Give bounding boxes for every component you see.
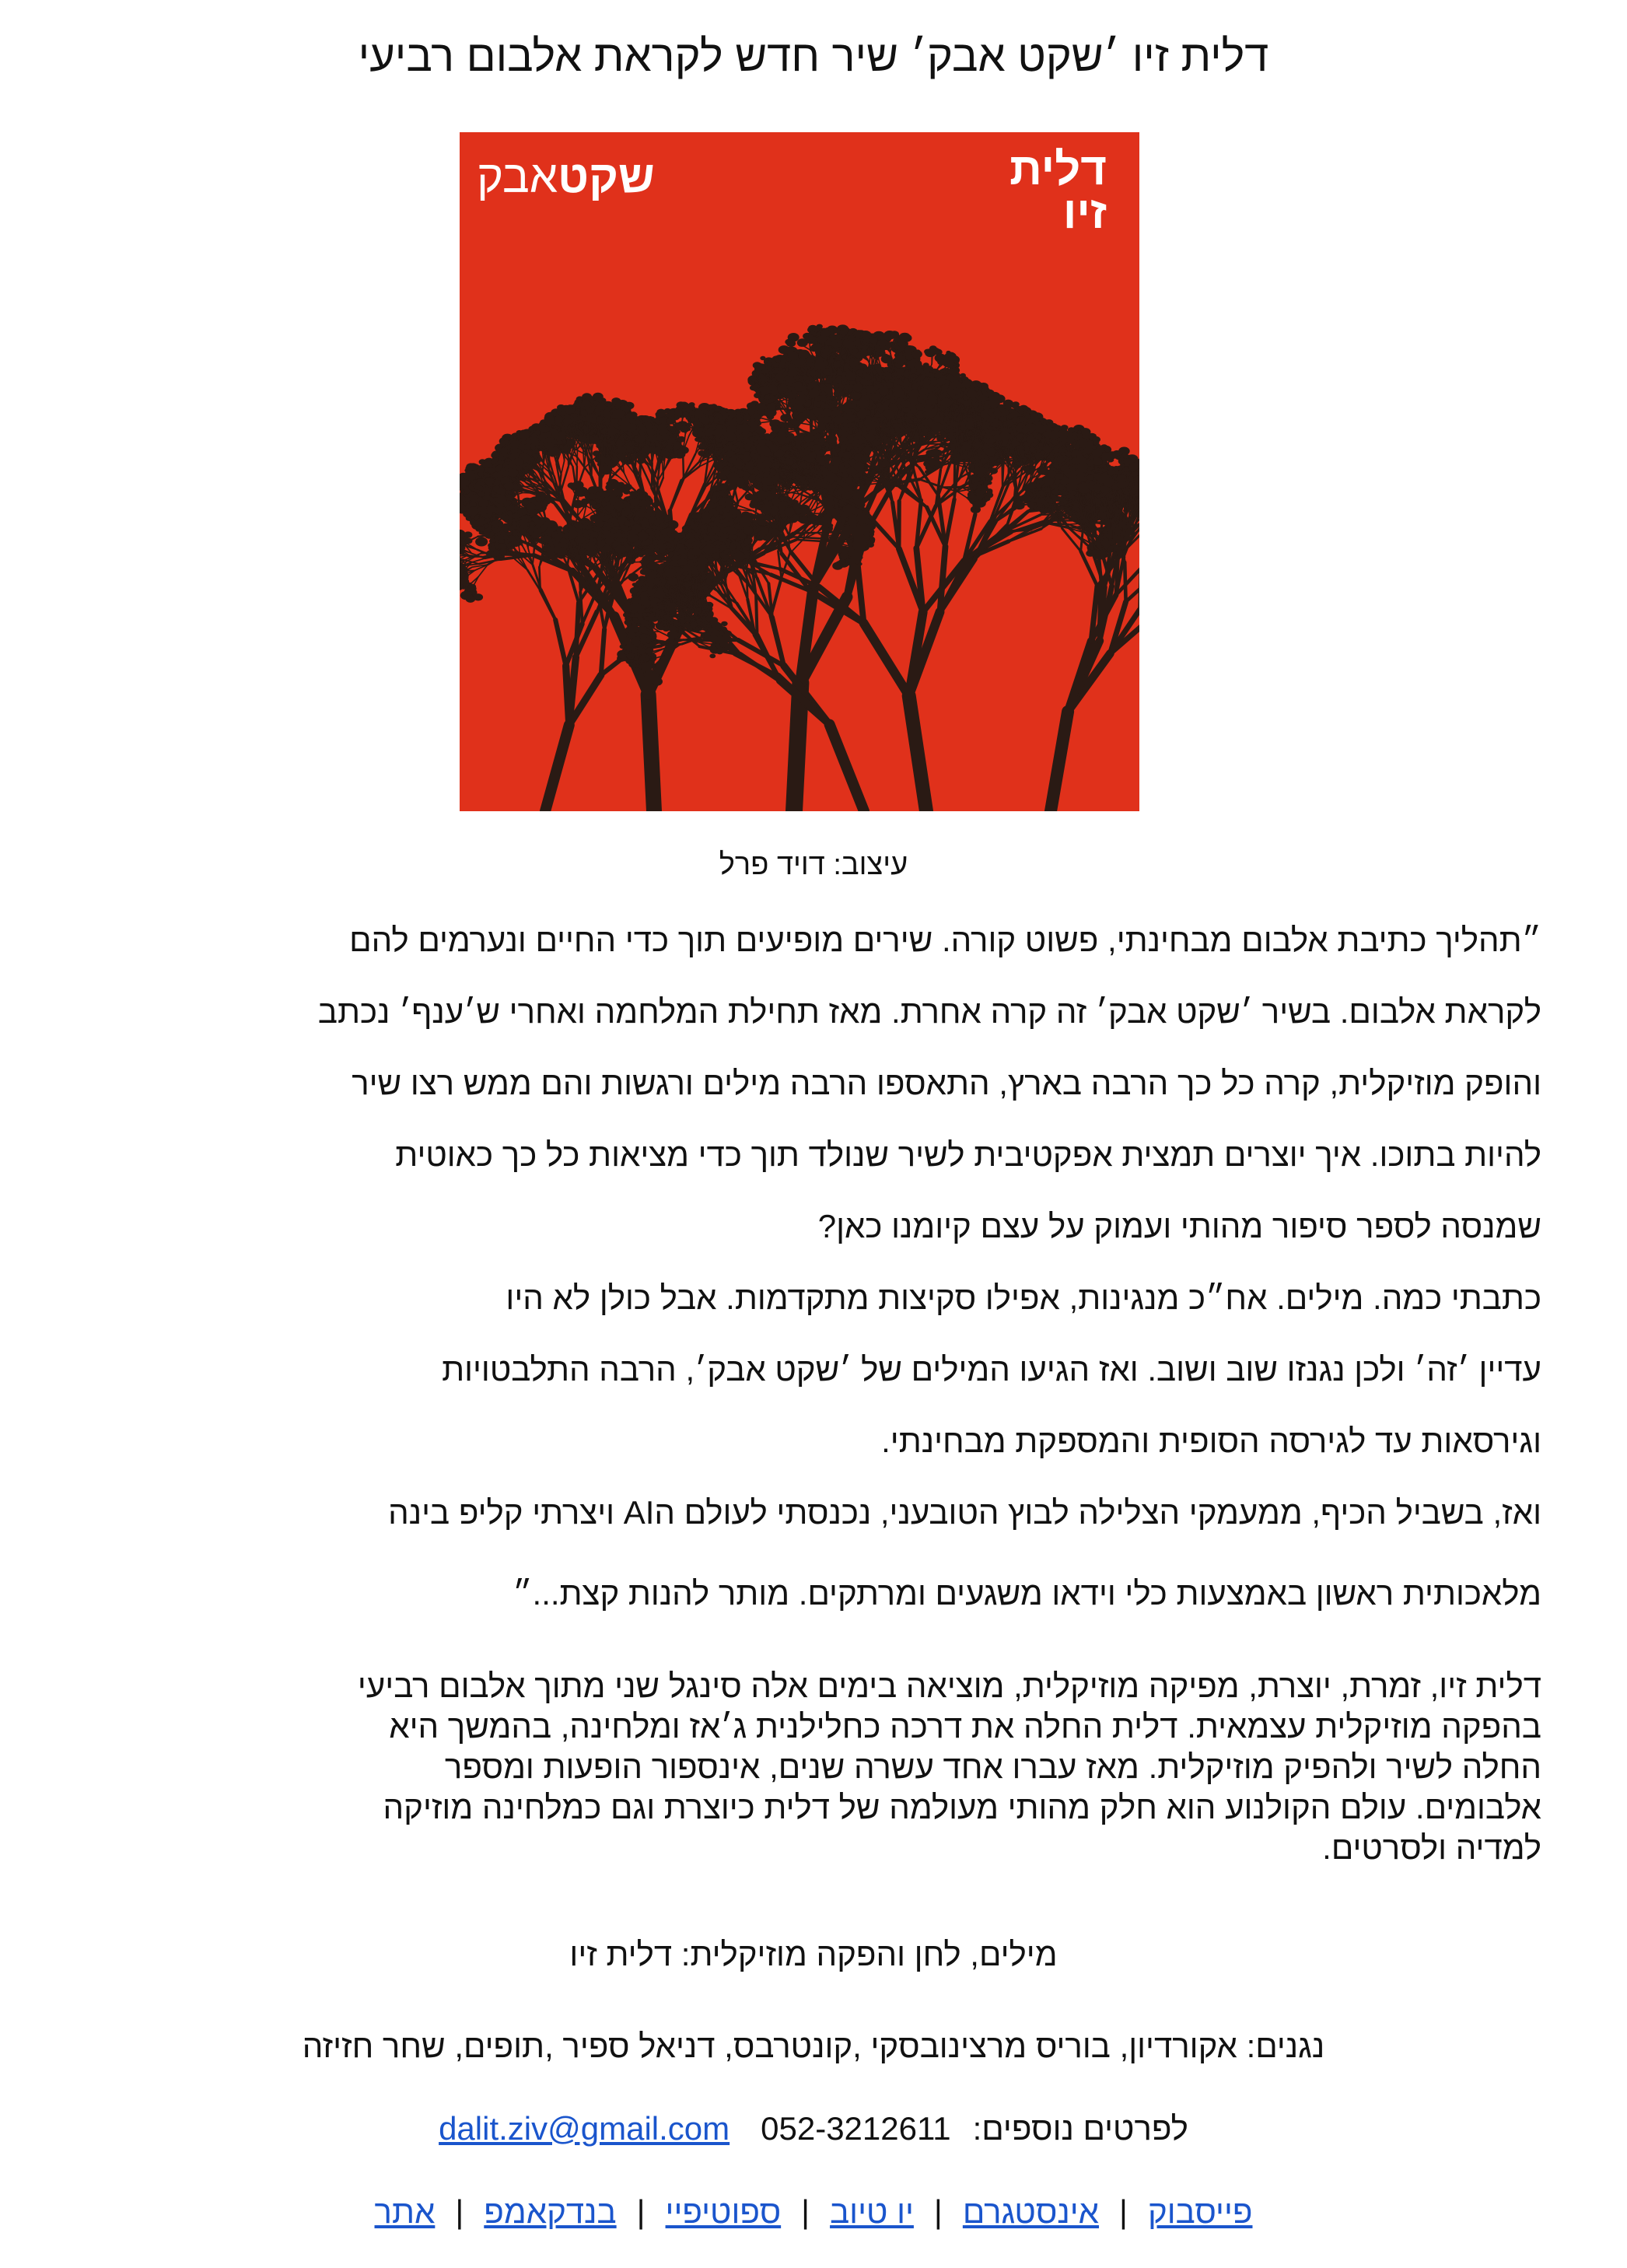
quote-line: עדיין ׳זה׳ ולכן נגנזו שוב ושוב. ואז הגיעו המילים של ׳שקט אבק׳, הרבה התלבטויות: [70, 1352, 1541, 1423]
link-separator: |: [801, 2193, 810, 2230]
link-separator: |: [637, 2193, 646, 2230]
quote-line: להיות בתוכו. איך יוצרים תמצית אפקטיבית לשיר שנולד תוך כדי מציאות כל כך כאוטית: [70, 1137, 1541, 1209]
quote-paragraph-2: [70, 1280, 1541, 1495]
cover-artist-first-name: דלית: [951, 148, 1107, 191]
quote-line: וגירסאות עד לגירסה הסופית והמספקת מבחינתי.: [70, 1423, 1541, 1495]
quote-line: כתבתי כמה. מילים. אח״כ מנגינות, אפילו סקיצות מתקדמות. אבל כולן לא היו: [70, 1280, 1541, 1352]
quote-paragraph-3: [70, 1495, 1541, 1615]
quote-line: ״תהליך כתיבת אלבום מבחינתי, פשוט קורה. שירים מופיעים תוך כדי החיים ונערמים להם: [70, 922, 1541, 994]
contact-phone: 052-3212611: [761, 2109, 950, 2149]
quote-line: שמנסה לספר סיפור מהותי ועמוק על עצם קיומנו כאן?: [70, 1209, 1541, 1280]
link-separator: |: [1119, 2193, 1128, 2230]
cover-title-light: אבק: [477, 152, 558, 202]
bandcamp-link[interactable]: בנדקאמפ: [484, 2193, 616, 2230]
facebook-link[interactable]: פייסבוק: [1148, 2193, 1253, 2230]
contact-line: [0, 2109, 1627, 2149]
cover-design-credit: עיצוב: דויד פרל: [0, 846, 1627, 884]
contact-email-link[interactable]: dalit.ziv@gmail.com: [439, 2109, 730, 2149]
bio-line: אלבומים. עולם הקולנוע הוא חלק מהותי מעולמה של דלית כיוצרת וגם כמלחינה מוזיקה: [62, 1787, 1541, 1828]
bio-line: החלה לשיר ולהפיק מוזיקלית. מאז עברו אחד עשרה שנים, אינספור הופעות ומספר: [62, 1747, 1541, 1787]
cover-artist-name: [951, 148, 1107, 235]
page-title: דלית זיו ׳שקט אבק׳ שיר חדש לקראת אלבום רביעי: [0, 23, 1627, 89]
bio-line: בהפקה מוזיקלית עצמאית. דלית החלה את דרכה כחלילנית ג׳אז ומלחינה, בהמשך היא: [62, 1706, 1541, 1747]
instagram-link[interactable]: אינסטגרם: [963, 2193, 1099, 2230]
quote-line: לקראת אלבום. בשיר ׳שקט אבק׳ זה קרה אחרת. מאז תחילת המלחמה ואחרי ש׳ענף׳ נכתב: [70, 994, 1541, 1066]
spotify-link[interactable]: ספוטיפיי: [666, 2193, 782, 2230]
contact-label: לפרטים נוספים:: [973, 2110, 1188, 2147]
cover-title-bold: שקט: [558, 152, 655, 202]
artist-quote: [70, 922, 1541, 1615]
website-link[interactable]: אתר: [375, 2193, 436, 2230]
link-separator: |: [934, 2193, 943, 2230]
social-links: [0, 2192, 1627, 2232]
bio-line: דלית זיו, זמרת, יוצרת, מפיקה מוזיקלית, מוציאה בימים אלה סינגל שני מתוך אלבום רביעי: [62, 1666, 1541, 1706]
cover-artist-last-name: זיו: [951, 191, 1107, 235]
musicians-credits: נגנים: אקורדיון, בוריס מרצינובסקי ,קונטרבס, דניאל ספיר ,תופים, שחר חזיזה: [0, 2026, 1627, 2067]
quote-line: מלאכותית ראשון באמצעות כלי וידאו משגעים ומרתקים. מותר להנות קצת...״: [70, 1576, 1541, 1615]
youtube-link[interactable]: יו טיוב: [830, 2193, 914, 2230]
link-separator: |: [455, 2193, 464, 2230]
artist-bio: [62, 1666, 1541, 1868]
quote-line: והופק מוזיקלית, קרה כל כך הרבה בארץ, התאספו הרבה מילים ורגשות והם ממש רצו שיר: [70, 1066, 1541, 1137]
quote-line: ואז, בשביל הכיף, ממעמקי הצלילה לבוץ הטובעני, נכנסתי לעולם הAI ויצרתי קליפ בינה: [70, 1495, 1541, 1576]
quote-paragraph-1: [70, 922, 1541, 1280]
bio-line: למדיה ולסרטים.: [62, 1828, 1541, 1868]
cover-song-title: [477, 148, 655, 207]
album-cover: [460, 132, 1139, 811]
song-credits: מילים, לחן והפקה מוזיקלית: דלית זיו: [0, 1934, 1627, 1975]
